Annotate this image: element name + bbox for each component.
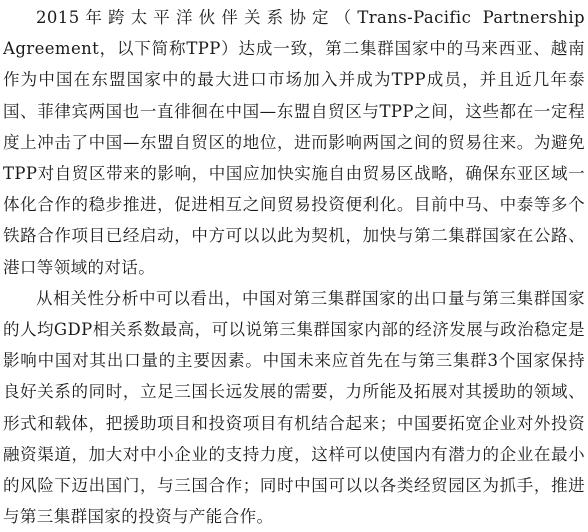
paragraph-third-cluster: 从相关性分析中可以看出，中国对第三集群国家的出口量与第三集群国家的人均GDP相关系数最高，可以说第三集群国家内部的经济发展与政治稳定是影响中国对其出口量的主要因素。中国未来应首先在与第三集群3个国家保持良好关系的同时，立足三国长远发展的需要，力所能及拓展对其援助的领域、形式和载体，把援助项目和投资项目有机结合起来；中国要拓宽企业对外投资融资渠道，加大对中小企业的支持力度，这样可以使国内有潜力的企业在最小的风险下迈出国门，与三国合作；同时中国可以以各类经贸园区为抓手，推进与第三集群国家的投资与产能合作。 [3,288,585,527]
document-body [3,2,585,532]
paragraph-tpp-strategy: 2015年跨太平洋伙伴关系协定（Trans-Pacific Partnership Agreement，以下简称TPP）达成一致，第二集群国家中的马来西亚、越南作为中国在东盟国家中的最大进口市场加入并成为TPP成员，并且近几年泰国、菲律宾两国也一直徘徊在中国—东盟自贸区与TPP之间，这些都在一定程度上冲击了中国—东盟自贸区的地位，进而影响两国之间的贸易往来。为避免TPP对自贸区带来的影响，中国应加快实施自由贸易区战略，确保东亚区域一体化合作的稳步推进，促进相互之间贸易投资便利化。目前中马、中泰等多个铁路合作项目已经启动，中方可以以此为契机，加快与第二集群国家在公路、港口等领域的对话。 [3,8,585,277]
